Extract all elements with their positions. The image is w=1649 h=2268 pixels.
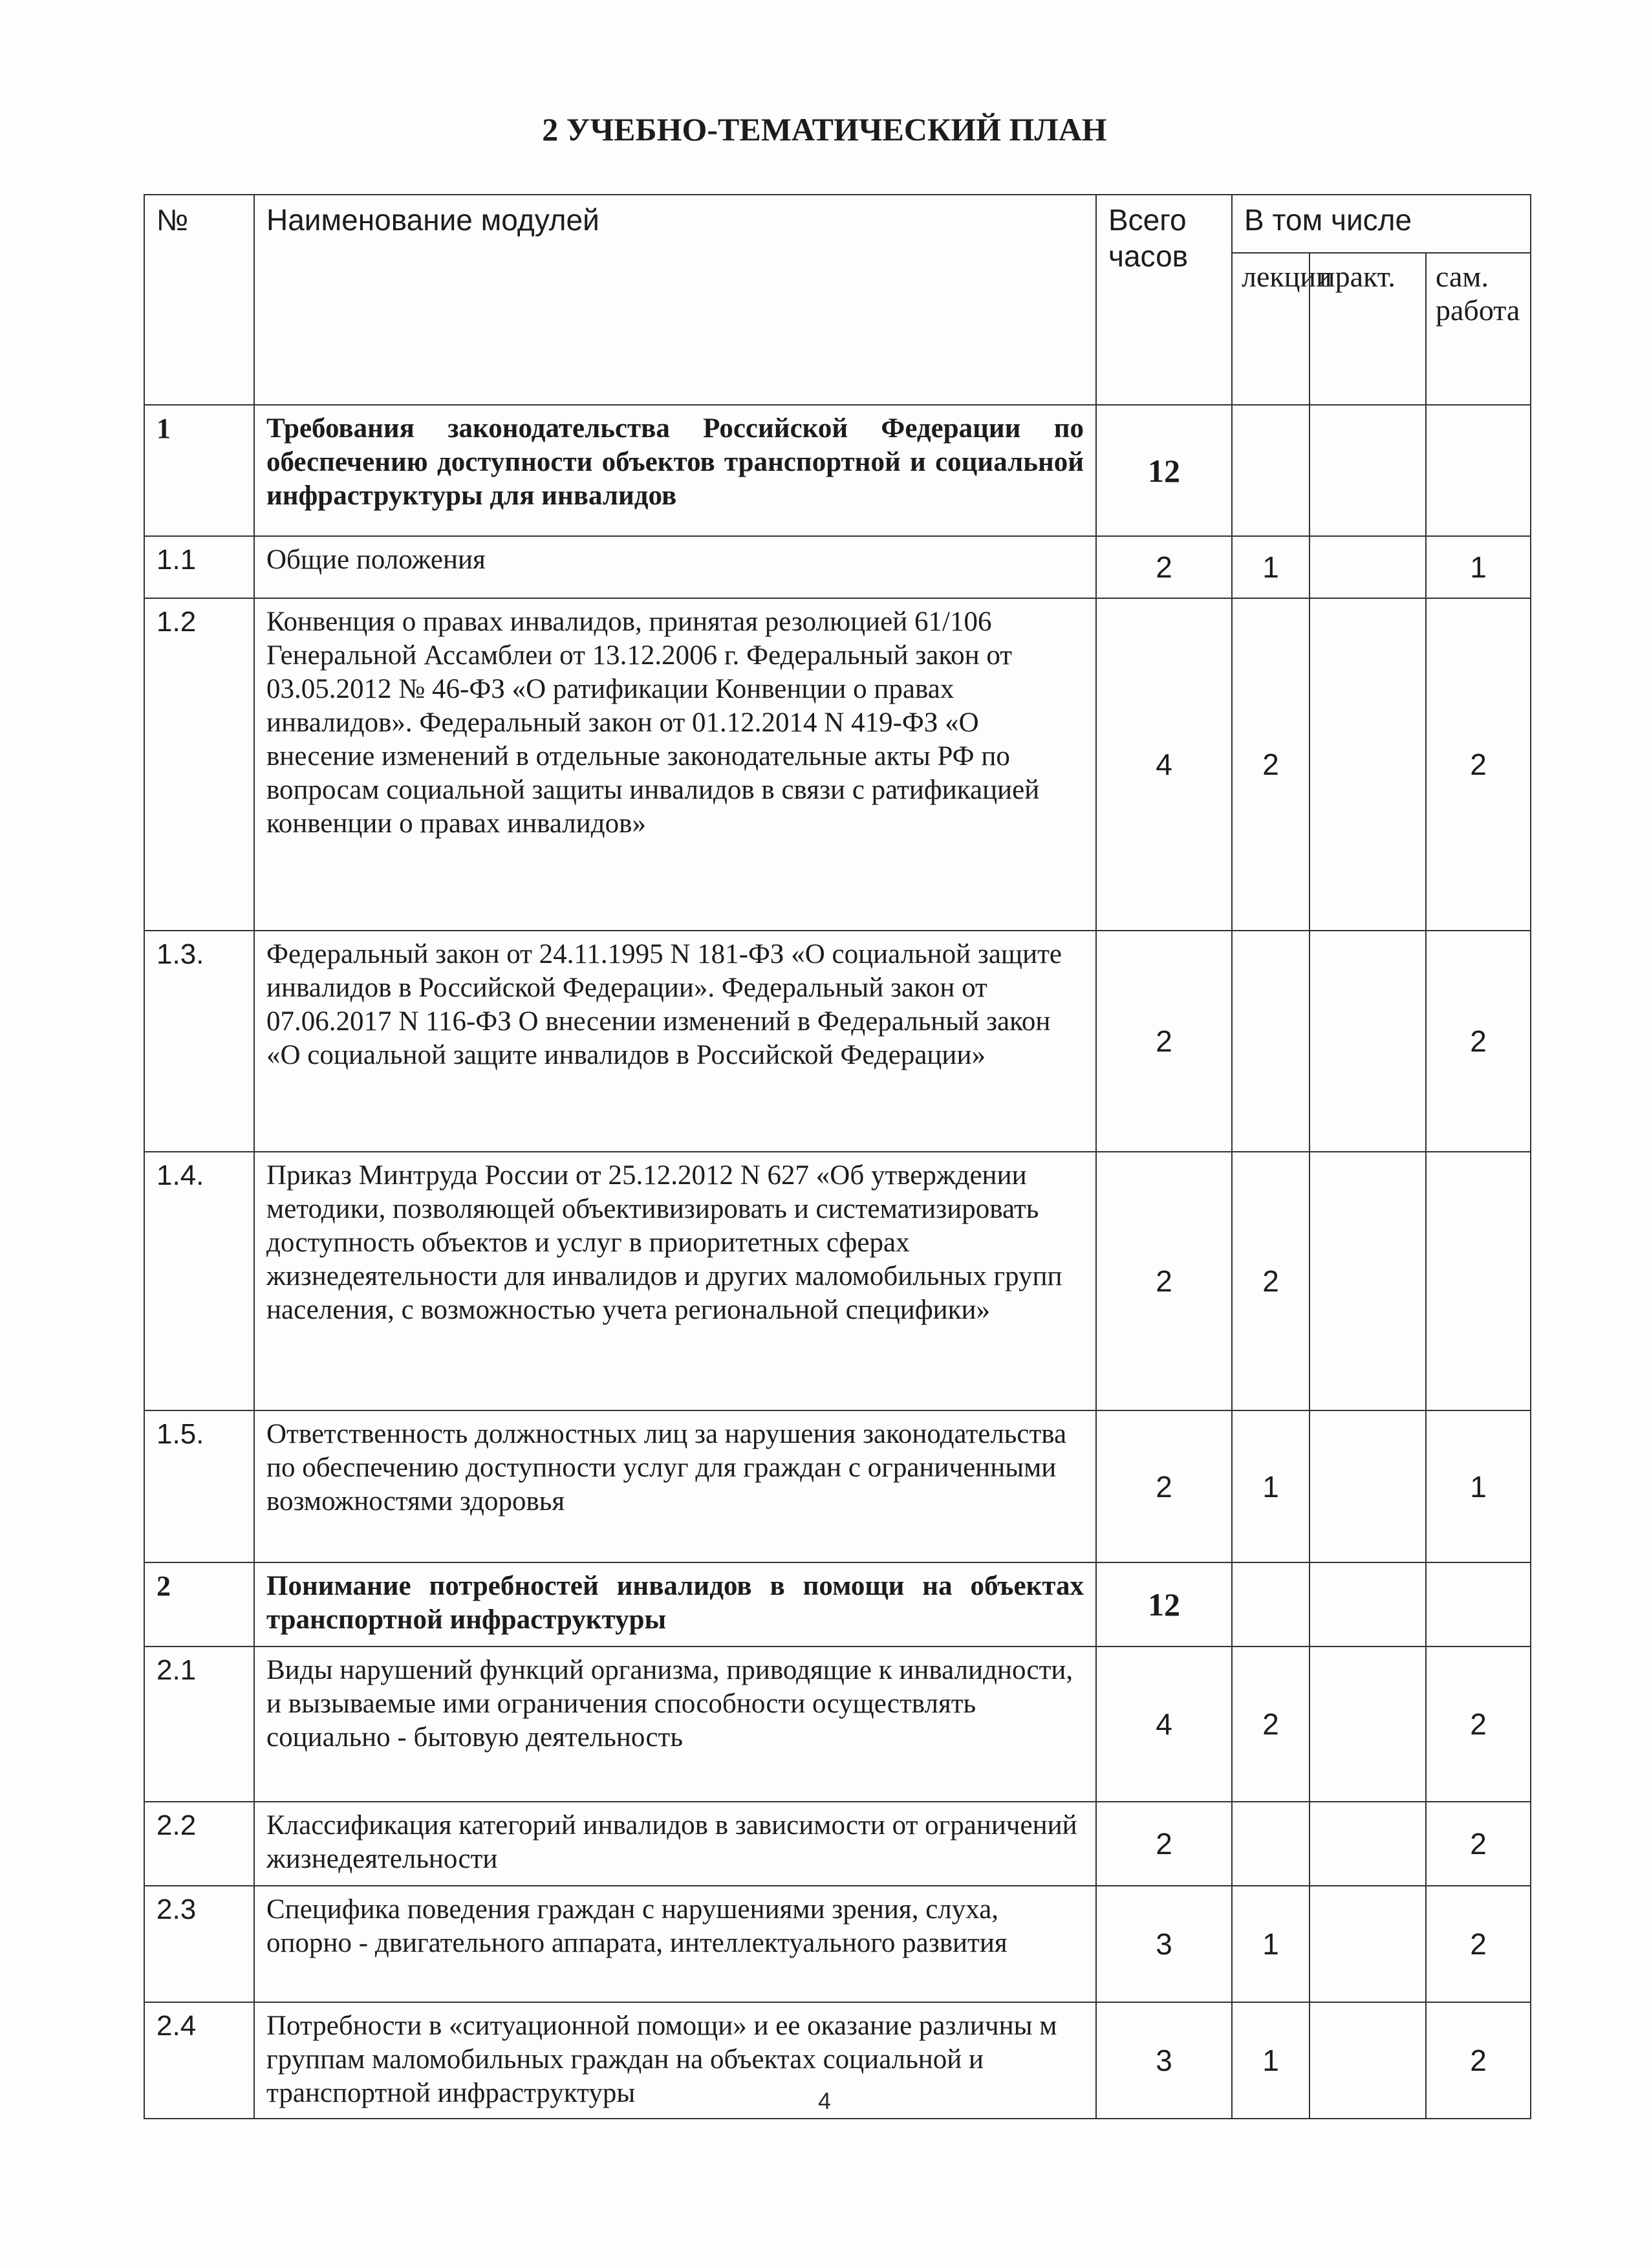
row-name: Конвенция о правах инвалидов, принятая резолюцией 61/106 Генеральной Ассамблеи от 13.12.2006 г. Федеральный закон от 03.05.2012 № 46-ФЗ «О ратификации Конвенции о правах инвалидов». Федеральный закон от 01.12.2014 N 419-ФЗ «О внесение изменений в отдельные законодательные акты РФ по вопросам социальной защиты инвалидов в связи с ратификацией конвенции о правах инвалидов» <box>254 598 1096 931</box>
table-row <box>144 1410 1531 1562</box>
header-self-work: сам. работа <box>1426 253 1531 405</box>
row-lectures: 1 <box>1232 1410 1310 1562</box>
row-practice <box>1310 1802 1426 1886</box>
row-practice <box>1310 1562 1426 1647</box>
row-name: Классификация категорий инвалидов в зависимости от ограничений жизнедеятельности <box>254 1802 1096 1886</box>
row-lectures: 1 <box>1232 2002 1310 2119</box>
header-lectures: лекции <box>1232 253 1310 405</box>
row-self-work: 1 <box>1426 536 1531 598</box>
row-num: 1.3. <box>144 931 254 1152</box>
row-practice <box>1310 1647 1426 1802</box>
row-name: Виды нарушений функций организма, приводящие к инвалидности, и вызываемые ими ограничения способности осуществлять социально - бытовую деятельность <box>254 1647 1096 1802</box>
row-name: Федеральный закон от 24.11.1995 N 181-ФЗ «О социальной защите инвалидов в Российской Федерации». Федеральный закон от 07.06.2017 N 116-ФЗ О внесении изменений в Федеральный закон «О социальной защите инвалидов в Российской Федерации» <box>254 931 1096 1152</box>
row-total: 4 <box>1096 1647 1232 1802</box>
row-name: Приказ Минтруда России от 25.12.2012 N 627 «Об утверждении методики, позволяющей объективизировать и систематизировать доступность объектов и услуг в приоритетных сферах жизнедеятельности для инвалидов и других маломобильных групп населения, с возможностью учета региональной специфики» <box>254 1152 1096 1410</box>
table-row <box>144 536 1531 598</box>
table-row <box>144 1647 1531 1802</box>
row-lectures: 1 <box>1232 1886 1310 2002</box>
row-lectures: 2 <box>1232 1647 1310 1802</box>
row-num: 1.2 <box>144 598 254 931</box>
page-title: 2 УЧЕБНО-ТЕМАТИЧЕСКИЙ ПЛАН <box>542 111 1107 147</box>
row-total: 2 <box>1096 536 1232 598</box>
row-num: 1.4. <box>144 1152 254 1410</box>
row-total: 2 <box>1096 1410 1232 1562</box>
row-practice <box>1310 405 1426 536</box>
row-num: 2.1 <box>144 1647 254 1802</box>
page-number: 4 <box>817 2088 832 2114</box>
row-lectures <box>1232 931 1310 1152</box>
row-num: 2 <box>144 1562 254 1647</box>
row-self-work: 2 <box>1426 598 1531 931</box>
row-total: 2 <box>1096 1152 1232 1410</box>
table-row <box>144 598 1531 931</box>
row-name: Требования законодательства Российской Федерации по обеспечению доступности объектов транспортной и социальной инфраструктуры для инвалидов <box>254 405 1096 536</box>
row-total: 3 <box>1096 2002 1232 2119</box>
row-practice <box>1310 536 1426 598</box>
row-lectures <box>1232 405 1310 536</box>
row-num: 2.4 <box>144 2002 254 2119</box>
header-practice: практ. <box>1310 253 1426 405</box>
row-num: 1.1 <box>144 536 254 598</box>
row-total: 4 <box>1096 598 1232 931</box>
curriculum-table <box>144 194 1531 2119</box>
row-practice <box>1310 931 1426 1152</box>
row-total: 12 <box>1096 1562 1232 1647</box>
table-row <box>144 1886 1531 2002</box>
row-self-work: 2 <box>1426 931 1531 1152</box>
row-total: 2 <box>1096 931 1232 1152</box>
row-self-work: 1 <box>1426 1410 1531 1562</box>
row-name: Ответственность должностных лиц за нарушения законодательства по обеспечению доступности услуг для граждан с ограниченными возможностями здоровья <box>254 1410 1096 1562</box>
row-num: 1 <box>144 405 254 536</box>
table-row <box>144 1562 1531 1647</box>
row-lectures: 2 <box>1232 1152 1310 1410</box>
row-self-work: 2 <box>1426 1647 1531 1802</box>
row-name: Понимание потребностей инвалидов в помощи на объектах транспортной инфраструктуры <box>254 1562 1096 1647</box>
row-num: 2.2 <box>144 1802 254 1886</box>
row-practice <box>1310 598 1426 931</box>
row-self-work <box>1426 1562 1531 1647</box>
row-practice <box>1310 1152 1426 1410</box>
row-lectures: 2 <box>1232 598 1310 931</box>
table-row <box>144 931 1531 1152</box>
row-self-work <box>1426 1152 1531 1410</box>
row-lectures <box>1232 1802 1310 1886</box>
row-self-work: 2 <box>1426 1802 1531 1886</box>
row-name: Общие положения <box>254 536 1096 598</box>
row-practice <box>1310 1410 1426 1562</box>
table-row <box>144 1152 1531 1410</box>
row-self-work: 2 <box>1426 1886 1531 2002</box>
header-total: Всего часов <box>1096 195 1232 405</box>
row-num: 2.3 <box>144 1886 254 2002</box>
table-row <box>144 1802 1531 1886</box>
header-name: Наименование модулей <box>254 195 1096 405</box>
row-name: Специфика поведения граждан с нарушениями зрения, слуха, опорно - двигательного аппарата, интеллектуального развития <box>254 1886 1096 2002</box>
row-total: 3 <box>1096 1886 1232 2002</box>
table-row <box>144 405 1531 536</box>
row-self-work: 2 <box>1426 2002 1531 2119</box>
header-including: В том числе <box>1232 195 1531 253</box>
table-header-row <box>144 195 1531 253</box>
row-num: 1.5. <box>144 1410 254 1562</box>
header-num: № <box>144 195 254 405</box>
row-name: Потребности в «ситуационной помощи» и ее оказание различны м группам маломобильных граждан на объектах социальной и транспортной инфраструктуры <box>254 2002 1096 2119</box>
row-total: 12 <box>1096 405 1232 536</box>
row-self-work <box>1426 405 1531 536</box>
row-practice <box>1310 1886 1426 2002</box>
row-lectures: 1 <box>1232 536 1310 598</box>
row-total: 2 <box>1096 1802 1232 1886</box>
row-lectures <box>1232 1562 1310 1647</box>
